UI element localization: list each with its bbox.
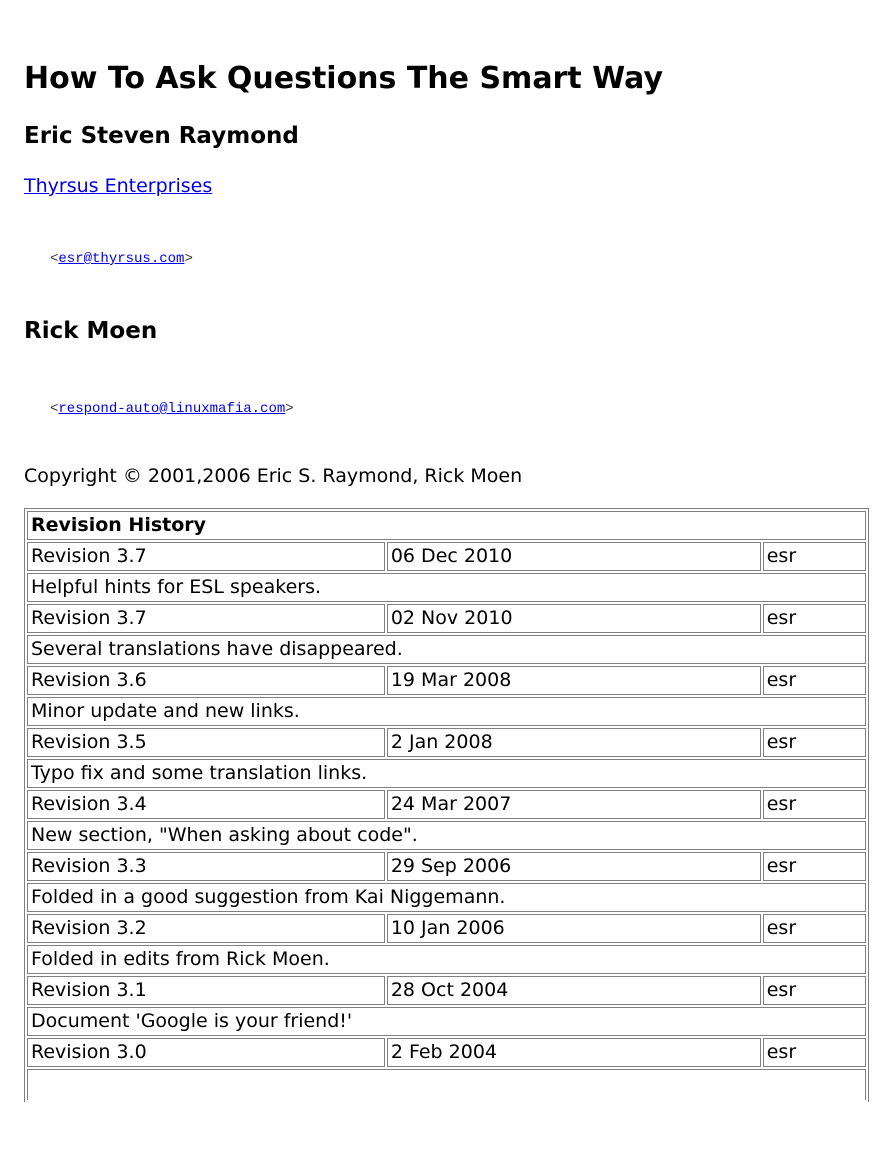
author-email-moen: <respond-auto@linuxmafia.com>	[50, 401, 294, 417]
email-link-raymond[interactable]: esr@thyrsus.com	[58, 251, 185, 267]
revision-date: 2 Feb 2004	[387, 1038, 761, 1067]
revision-author: esr	[763, 728, 866, 757]
revision-number: Revision 3.6	[27, 666, 385, 695]
revision-note: Document 'Google is your friend!'	[27, 1007, 866, 1036]
revision-note-row	[27, 821, 866, 850]
revision-row	[27, 790, 866, 819]
revision-note-row	[27, 573, 866, 602]
revision-note: Folded in edits from Rick Moen.	[27, 945, 866, 974]
revision-number: Revision 3.1	[27, 976, 385, 1005]
revision-note: Helpful hints for ESL speakers.	[27, 573, 866, 602]
revision-author: esr	[763, 976, 866, 1005]
revision-row	[27, 666, 866, 695]
revision-history-header-row	[27, 511, 866, 540]
revision-date: 28 Oct 2004	[387, 976, 761, 1005]
revision-note-row	[27, 945, 866, 974]
revision-note: Several translations have disappeared.	[27, 635, 866, 664]
revision-note: Typo fix and some translation links.	[27, 759, 866, 788]
author-email-raymond: <esr@thyrsus.com>	[50, 251, 193, 267]
revision-number: Revision 3.7	[27, 542, 385, 571]
revision-history-table	[24, 508, 869, 1102]
copyright-notice: Copyright © 2001,2006 Eric S. Raymond, Rick Moen	[24, 465, 523, 487]
revision-note	[27, 1069, 866, 1100]
revision-number: Revision 3.5	[27, 728, 385, 757]
revision-note-row	[27, 1007, 866, 1036]
revision-date: 29 Sep 2006	[387, 852, 761, 881]
author-name-raymond: Eric Steven Raymond	[24, 123, 299, 149]
revision-note-row	[27, 1069, 866, 1100]
revision-date: 02 Nov 2010	[387, 604, 761, 633]
revision-author: esr	[763, 1038, 866, 1067]
affiliation-link[interactable]: Thyrsus Enterprises	[24, 175, 213, 197]
revision-row	[27, 976, 866, 1005]
revision-date: 2 Jan 2008	[387, 728, 761, 757]
revision-note: New section, "When asking about code".	[27, 821, 866, 850]
revision-number: Revision 3.2	[27, 914, 385, 943]
revision-row	[27, 542, 866, 571]
revision-author: esr	[763, 542, 866, 571]
revision-date: 10 Jan 2006	[387, 914, 761, 943]
revision-number: Revision 3.7	[27, 604, 385, 633]
revision-date: 24 Mar 2007	[387, 790, 761, 819]
revision-date: 19 Mar 2008	[387, 666, 761, 695]
revision-author: esr	[763, 666, 866, 695]
revision-note-row	[27, 635, 866, 664]
revision-note-row	[27, 883, 866, 912]
revision-number: Revision 3.3	[27, 852, 385, 881]
email-link-moen[interactable]: respond-auto@linuxmafia.com	[58, 401, 286, 417]
revision-row	[27, 604, 866, 633]
revision-author: esr	[763, 914, 866, 943]
revision-number: Revision 3.4	[27, 790, 385, 819]
author-name-moen: Rick Moen	[24, 318, 158, 344]
revision-number: Revision 3.0	[27, 1038, 385, 1067]
revision-row	[27, 1038, 866, 1067]
revision-row	[27, 852, 866, 881]
revision-row	[27, 728, 866, 757]
revision-history-heading: Revision History	[27, 511, 866, 540]
revision-row	[27, 914, 866, 943]
revision-note: Folded in a good suggestion from Kai Niggemann.	[27, 883, 866, 912]
revision-note-row	[27, 697, 866, 726]
revision-author: esr	[763, 790, 866, 819]
revision-note: Minor update and new links.	[27, 697, 866, 726]
revision-note-row	[27, 759, 866, 788]
revision-author: esr	[763, 604, 866, 633]
page-title: How To Ask Questions The Smart Way	[24, 61, 664, 96]
revision-date: 06 Dec 2010	[387, 542, 761, 571]
revision-author: esr	[763, 852, 866, 881]
